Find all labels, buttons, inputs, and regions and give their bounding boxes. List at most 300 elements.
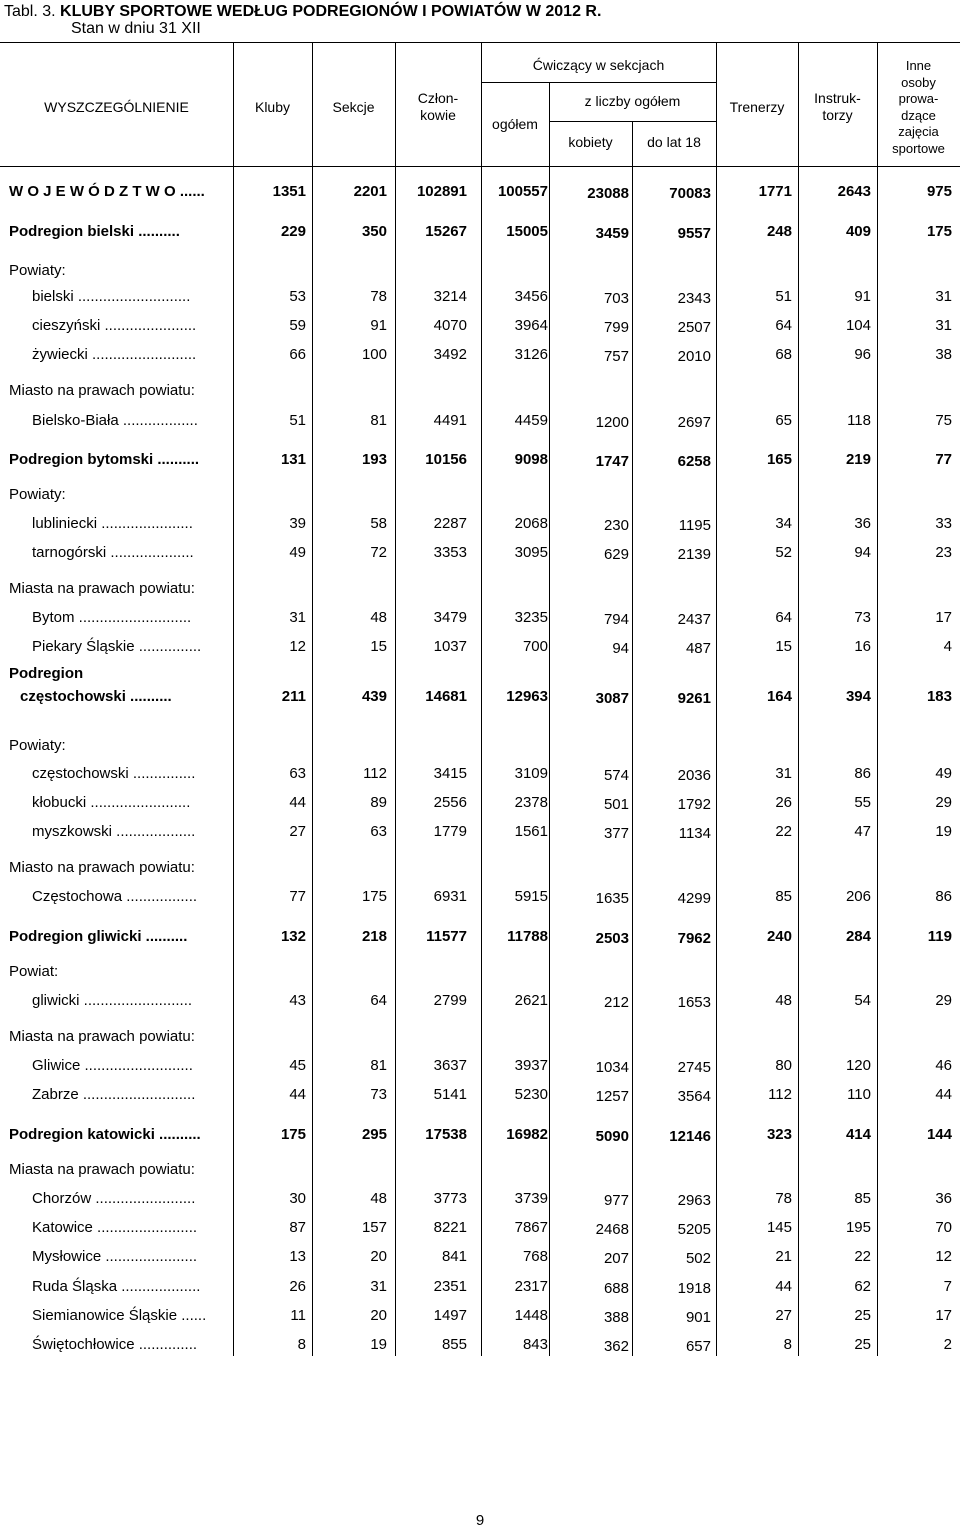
cell-value: 12 xyxy=(289,638,306,655)
cell-value: 85 xyxy=(854,1190,871,1207)
cell-value: 1497 xyxy=(433,1307,467,1324)
cell-value: 855 xyxy=(441,1336,467,1353)
cell-value: 362 xyxy=(603,1338,629,1355)
cell-value: 3353 xyxy=(433,544,467,561)
cell-value: 96 xyxy=(854,346,871,363)
cell-value: 2643 xyxy=(837,183,871,200)
cell-value: 65 xyxy=(775,412,792,429)
cell-value: 112 xyxy=(363,765,387,782)
cell-value: 3564 xyxy=(677,1088,711,1105)
cell-value: 183 xyxy=(926,688,952,705)
cell-value: 394 xyxy=(845,688,871,705)
cell-value: 44 xyxy=(289,1086,306,1103)
cell-value: 131 xyxy=(280,451,306,468)
row-label: Podregion katowicki .......... xyxy=(9,1126,201,1143)
cell-value: 64 xyxy=(370,992,387,1009)
cell-value: 2697 xyxy=(677,414,711,431)
cell-value: 22 xyxy=(854,1248,871,1265)
cell-value: 4 xyxy=(943,638,952,655)
table-title xyxy=(4,3,601,21)
row-label: Podregion bielski .......... xyxy=(9,223,180,240)
header-instruktorzy: Instruk- torzy xyxy=(814,90,861,123)
cell-value: 94 xyxy=(612,640,629,657)
cell-value: 574 xyxy=(603,767,629,784)
table-row xyxy=(0,286,960,308)
cell-value: 87 xyxy=(289,1219,306,1236)
section-label: Miasto na prawach powiatu: xyxy=(9,859,195,876)
cell-value: 16982 xyxy=(506,1126,548,1143)
cell-value: 2507 xyxy=(677,319,711,336)
cell-value: 1561 xyxy=(514,823,548,840)
cell-value: 5141 xyxy=(433,1086,467,1103)
cell-value: 132 xyxy=(280,928,306,945)
cell-value: 15005 xyxy=(506,223,548,240)
cell-value: 58 xyxy=(370,515,387,532)
table-row xyxy=(0,1217,960,1239)
cell-value: 248 xyxy=(766,223,792,240)
header-czlonkowie: Człon- kowie xyxy=(417,90,459,123)
cell-value: 11788 xyxy=(507,928,548,945)
cell-value: 26 xyxy=(289,1278,306,1295)
table-row xyxy=(0,990,960,1012)
cell-value: 73 xyxy=(370,1086,387,1103)
table-row xyxy=(0,449,960,471)
cell-value: 5230 xyxy=(514,1086,548,1103)
cell-value: 3937 xyxy=(514,1057,548,1074)
cell-value: 2 xyxy=(943,1336,952,1353)
cell-value: 31 xyxy=(935,317,952,334)
cell-value: 657 xyxy=(685,1338,711,1355)
cell-value: 66 xyxy=(289,346,306,363)
cell-value: 3964 xyxy=(514,317,548,334)
cell-value: 2287 xyxy=(433,515,467,532)
cell-value: 36 xyxy=(854,515,871,532)
table-title-text: KLUBY SPORTOWE WEDŁUG PODREGIONÓW I POWIATÓW W 2012 R. xyxy=(60,3,602,20)
cell-value: 768 xyxy=(522,1248,548,1265)
cell-value: 2351 xyxy=(433,1278,467,1295)
cell-value: 165 xyxy=(766,451,792,468)
cell-value: 794 xyxy=(603,611,629,628)
header-z-liczby: z liczby ogółem xyxy=(584,93,681,109)
table-row xyxy=(0,542,960,564)
cell-value: 3126 xyxy=(514,346,548,363)
cell-value: 68 xyxy=(775,346,792,363)
cell-value: 31 xyxy=(935,288,952,305)
table-row xyxy=(0,410,960,432)
table-number: Tabl. 3. xyxy=(4,3,56,20)
cell-value: 77 xyxy=(935,451,952,468)
cell-value: 5915 xyxy=(514,888,548,905)
cell-value: 688 xyxy=(603,1280,629,1297)
table-row xyxy=(0,763,960,785)
cell-value: 295 xyxy=(361,1126,387,1143)
cell-value: 54 xyxy=(854,992,871,1009)
cell-value: 89 xyxy=(370,794,387,811)
cell-value: 25 xyxy=(854,1336,871,1353)
cell-value: 164 xyxy=(766,688,792,705)
cell-value: 1257 xyxy=(595,1088,629,1105)
cell-value: 31 xyxy=(370,1278,387,1295)
table-row xyxy=(0,636,960,658)
cell-value: 2201 xyxy=(353,183,387,200)
cell-value: 218 xyxy=(361,928,387,945)
cell-value: 17538 xyxy=(425,1126,467,1143)
cell-value: 59 xyxy=(289,317,306,334)
section-label: Powiaty: xyxy=(9,262,66,279)
row-label: Świętochłowice .............. xyxy=(32,1336,198,1353)
cell-value: 206 xyxy=(845,888,871,905)
cell-value: 323 xyxy=(766,1126,792,1143)
table-row xyxy=(0,792,960,814)
cell-value: 2503 xyxy=(595,930,629,947)
row-label: cieszyński ...................... xyxy=(32,317,197,334)
cell-value: 81 xyxy=(370,412,387,429)
cell-value: 63 xyxy=(289,765,306,782)
cell-value: 388 xyxy=(603,1309,629,1326)
cell-value: 1779 xyxy=(433,823,467,840)
cell-value: 120 xyxy=(845,1057,871,1074)
cell-value: 53 xyxy=(289,288,306,305)
cell-value: 100557 xyxy=(497,183,548,200)
cell-value: 195 xyxy=(845,1219,871,1236)
cell-value: 11 xyxy=(290,1307,306,1324)
cell-value: 112 xyxy=(768,1086,792,1103)
table-row xyxy=(0,221,960,243)
row-label: Gliwice .......................... xyxy=(32,1057,193,1074)
cell-value: 4491 xyxy=(433,412,467,429)
header-bottom-rule xyxy=(0,166,960,167)
cell-value: 12 xyxy=(935,1248,952,1265)
cell-value: 20 xyxy=(370,1307,387,1324)
table-row xyxy=(0,1305,960,1327)
cell-value: 27 xyxy=(289,823,306,840)
cell-value: 36 xyxy=(935,1190,952,1207)
row-label: tarnogórski .................... xyxy=(32,544,194,561)
cell-value: 70083 xyxy=(669,185,711,202)
cell-value: 1653 xyxy=(677,994,711,1011)
header-rule-cwiczacy xyxy=(481,82,716,83)
cell-value: 377 xyxy=(603,825,629,842)
cell-value: 14681 xyxy=(425,688,467,705)
section-label: Powiaty: xyxy=(9,737,66,754)
row-label: Katowice ........................ xyxy=(32,1219,198,1236)
cell-value: 25 xyxy=(854,1307,871,1324)
cell-value: 3235 xyxy=(514,609,548,626)
cell-value: 15 xyxy=(370,638,387,655)
row-label-line1: Podregion xyxy=(9,665,84,682)
cell-value: 3087 xyxy=(595,690,629,707)
cell-value: 23088 xyxy=(587,185,629,202)
table-row xyxy=(0,315,960,337)
cell-value: 20 xyxy=(370,1248,387,1265)
cell-value: 841 xyxy=(441,1248,467,1265)
table-subtitle: Stan w dniu 31 XII xyxy=(71,20,201,37)
cell-value: 16 xyxy=(854,638,871,655)
cell-value: 2621 xyxy=(514,992,548,1009)
cell-value: 21 xyxy=(775,1248,792,1265)
cell-value: 193 xyxy=(361,451,387,468)
cell-value: 55 xyxy=(854,794,871,811)
cell-value: 409 xyxy=(845,223,871,240)
cell-value: 73 xyxy=(854,609,871,626)
header-spec: WYSZCZEGÓLNIENIE xyxy=(44,99,189,115)
cell-value: 350 xyxy=(361,223,387,240)
cell-value: 80 xyxy=(775,1057,792,1074)
cell-value: 91 xyxy=(854,288,871,305)
cell-value: 1034 xyxy=(595,1059,629,1076)
cell-value: 3739 xyxy=(514,1190,548,1207)
cell-value: 9098 xyxy=(514,451,548,468)
row-label: Zabrze ........................... xyxy=(32,1086,196,1103)
cell-value: 2799 xyxy=(433,992,467,1009)
cell-value: 2437 xyxy=(677,611,711,628)
cell-value: 26 xyxy=(775,794,792,811)
cell-value: 1747 xyxy=(595,453,629,470)
cell-value: 78 xyxy=(775,1190,792,1207)
cell-value: 2963 xyxy=(677,1192,711,1209)
row-label: Bytom ........................... xyxy=(32,609,192,626)
cell-value: 15267 xyxy=(425,223,467,240)
cell-value: 843 xyxy=(522,1336,548,1353)
cell-value: 1771 xyxy=(758,183,792,200)
cell-value: 7 xyxy=(943,1278,952,1295)
cell-value: 2036 xyxy=(677,767,711,784)
cell-value: 2317 xyxy=(514,1278,548,1295)
header-do-lat-18: do lat 18 xyxy=(647,134,701,150)
row-label: bielski ........................... xyxy=(32,288,191,305)
cell-value: 3492 xyxy=(433,346,467,363)
cell-value: 29 xyxy=(935,794,952,811)
cell-value: 487 xyxy=(685,640,711,657)
cell-value: 2010 xyxy=(677,348,711,365)
cell-value: 2468 xyxy=(595,1221,629,1238)
cell-value: 3773 xyxy=(433,1190,467,1207)
header-inne-osoby: Inne osoby prowa- dzące zajęcia sportowe xyxy=(892,58,945,156)
table-row xyxy=(0,1188,960,1210)
cell-value: 9557 xyxy=(677,225,711,242)
cell-value: 17 xyxy=(935,1307,952,1324)
cell-value: 45 xyxy=(289,1057,306,1074)
cell-value: 700 xyxy=(522,638,548,655)
cell-value: 414 xyxy=(845,1126,871,1143)
cell-value: 10156 xyxy=(425,451,467,468)
row-label: częstochowski ............... xyxy=(32,765,196,782)
cell-value: 81 xyxy=(370,1057,387,1074)
cell-value: 13 xyxy=(289,1248,306,1265)
cell-value: 64 xyxy=(775,317,792,334)
cell-value: 72 xyxy=(370,544,387,561)
cell-value: 49 xyxy=(935,765,952,782)
cell-value: 34 xyxy=(775,515,792,532)
cell-value: 3637 xyxy=(433,1057,467,1074)
row-label: żywiecki ......................... xyxy=(32,346,197,363)
cell-value: 49 xyxy=(289,544,306,561)
cell-value: 78 xyxy=(370,288,387,305)
section-label: Miasta na prawach powiatu: xyxy=(9,1161,195,1178)
cell-value: 19 xyxy=(935,823,952,840)
table-row xyxy=(0,886,960,908)
cell-value: 62 xyxy=(854,1278,871,1295)
cell-value: 975 xyxy=(926,183,952,200)
cell-value: 977 xyxy=(603,1192,629,1209)
cell-value: 240 xyxy=(766,928,792,945)
cell-value: 86 xyxy=(854,765,871,782)
table-row xyxy=(0,665,960,708)
cell-value: 501 xyxy=(603,796,629,813)
cell-value: 1792 xyxy=(677,796,711,813)
cell-value: 284 xyxy=(845,928,871,945)
header-top-rule xyxy=(0,42,960,43)
cell-value: 91 xyxy=(370,317,387,334)
cell-value: 23 xyxy=(935,544,952,561)
section-label: Miasta na prawach powiatu: xyxy=(9,1028,195,1045)
row-label: Podregion gliwicki .......... xyxy=(9,928,188,945)
row-label: kłobucki ........................ xyxy=(32,794,191,811)
cell-value: 27 xyxy=(775,1307,792,1324)
cell-value: 6931 xyxy=(433,888,467,905)
cell-value: 51 xyxy=(289,412,306,429)
cell-value: 439 xyxy=(361,688,387,705)
cell-value: 85 xyxy=(775,888,792,905)
cell-value: 94 xyxy=(854,544,871,561)
cell-value: 38 xyxy=(935,346,952,363)
cell-value: 2343 xyxy=(677,290,711,307)
section-label: Miasta na prawach powiatu: xyxy=(9,580,195,597)
cell-value: 219 xyxy=(845,451,871,468)
cell-value: 1918 xyxy=(677,1280,711,1297)
cell-value: 100 xyxy=(361,346,387,363)
table-row xyxy=(0,1246,960,1268)
cell-value: 46 xyxy=(935,1057,952,1074)
cell-value: 86 xyxy=(935,888,952,905)
row-label: Piekary Śląskie ............... xyxy=(32,638,202,655)
cell-value: 157 xyxy=(361,1219,387,1236)
cell-value: 43 xyxy=(289,992,306,1009)
cell-value: 11577 xyxy=(426,928,467,945)
header-kluby: Kluby xyxy=(254,99,291,115)
table-row xyxy=(0,1084,960,1106)
cell-value: 175 xyxy=(926,223,952,240)
row-label: Podregion bytomski .......... xyxy=(9,451,200,468)
table-row xyxy=(0,1055,960,1077)
cell-value: 3456 xyxy=(514,288,548,305)
row-label: Chorzów ........................ xyxy=(32,1190,196,1207)
cell-value: 2139 xyxy=(677,546,711,563)
cell-value: 4299 xyxy=(677,890,711,907)
cell-value: 119 xyxy=(927,928,952,945)
cell-value: 502 xyxy=(685,1250,711,1267)
cell-value: 212 xyxy=(603,994,629,1011)
table-row xyxy=(0,926,960,948)
cell-value: 31 xyxy=(775,765,792,782)
row-label: gliwicki .......................... xyxy=(32,992,193,1009)
cell-value: 1200 xyxy=(595,414,629,431)
cell-value: 31 xyxy=(289,609,306,626)
cell-value: 5205 xyxy=(677,1221,711,1238)
cell-value: 1351 xyxy=(272,183,306,200)
cell-value: 4070 xyxy=(433,317,467,334)
cell-value: 1134 xyxy=(678,825,711,842)
cell-value: 207 xyxy=(603,1250,629,1267)
header-kobiety: kobiety xyxy=(568,134,613,150)
header-ogolem: ogółem xyxy=(492,116,538,132)
cell-value: 8 xyxy=(297,1336,306,1353)
cell-value: 44 xyxy=(935,1086,952,1103)
table-row xyxy=(0,607,960,629)
cell-value: 48 xyxy=(370,609,387,626)
row-label: Częstochowa ................. xyxy=(32,888,198,905)
header-cwiczacy: Ćwiczący w sekcjach xyxy=(532,57,665,73)
cell-value: 51 xyxy=(775,288,792,305)
cell-value: 47 xyxy=(854,823,871,840)
cell-value: 2378 xyxy=(514,794,548,811)
cell-value: 3214 xyxy=(433,288,467,305)
row-label: częstochowski .......... xyxy=(20,688,172,705)
cell-value: 12963 xyxy=(506,688,548,705)
header-trenerzy: Trenerzy xyxy=(729,99,785,115)
cell-value: 48 xyxy=(775,992,792,1009)
section-label: Powiat: xyxy=(9,963,59,980)
cell-value: 175 xyxy=(280,1126,306,1143)
cell-value: 8221 xyxy=(433,1219,467,1236)
cell-value: 799 xyxy=(603,319,629,336)
cell-value: 29 xyxy=(935,992,952,1009)
cell-value: 19 xyxy=(370,1336,387,1353)
cell-value: 70 xyxy=(935,1219,952,1236)
cell-value: 12146 xyxy=(669,1128,711,1145)
cell-value: 901 xyxy=(685,1309,711,1326)
cell-value: 22 xyxy=(775,823,792,840)
row-label: Siemianowice Śląskie ...... xyxy=(32,1307,207,1324)
cell-value: 230 xyxy=(603,517,629,534)
cell-value: 757 xyxy=(603,348,629,365)
row-label: lubliniecki ...................... xyxy=(32,515,193,532)
cell-value: 703 xyxy=(603,290,629,307)
section-label: Powiaty: xyxy=(9,486,66,503)
cell-value: 8 xyxy=(783,1336,792,1353)
cell-value: 175 xyxy=(361,888,387,905)
cell-value: 118 xyxy=(847,412,871,429)
row-label: myszkowski ................... xyxy=(32,823,196,840)
table-row xyxy=(0,1276,960,1298)
cell-value: 64 xyxy=(775,609,792,626)
cell-value: 52 xyxy=(775,544,792,561)
table-row xyxy=(0,344,960,366)
cell-value: 33 xyxy=(935,515,952,532)
table-row xyxy=(0,1334,960,1356)
cell-value: 102891 xyxy=(416,183,467,200)
cell-value: 2745 xyxy=(677,1059,711,1076)
cell-value: 3459 xyxy=(595,225,629,242)
cell-value: 3415 xyxy=(433,765,467,782)
cell-value: 44 xyxy=(289,794,306,811)
cell-value: 7962 xyxy=(677,930,711,947)
cell-value: 3109 xyxy=(514,765,548,782)
cell-value: 629 xyxy=(603,546,629,563)
cell-value: 2556 xyxy=(433,794,467,811)
cell-value: 7867 xyxy=(514,1219,548,1236)
cell-value: 1037 xyxy=(433,638,467,655)
table-row xyxy=(0,1124,960,1146)
page-number: 9 xyxy=(475,1512,485,1529)
cell-value: 48 xyxy=(370,1190,387,1207)
cell-value: 145 xyxy=(766,1219,792,1236)
row-label: W O J E W Ó D Z T W O ...... xyxy=(9,183,205,200)
section-label: Miasto na prawach powiatu: xyxy=(9,382,195,399)
cell-value: 3479 xyxy=(433,609,467,626)
cell-value: 39 xyxy=(289,515,306,532)
cell-value: 6258 xyxy=(677,453,711,470)
